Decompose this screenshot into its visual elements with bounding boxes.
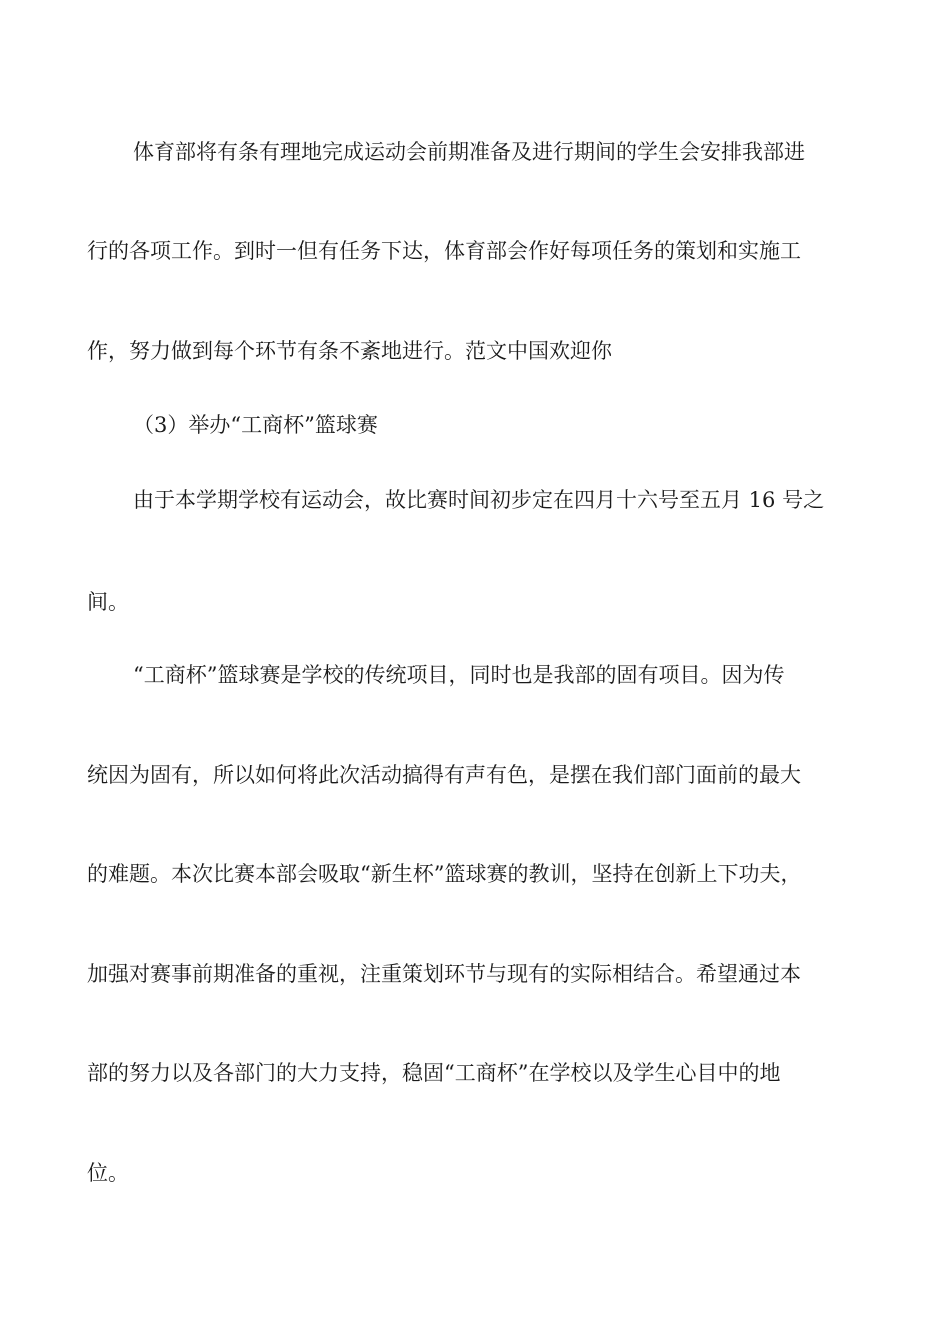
- paragraph-3-line-4: 加强对赛事前期准备的重视，注重策划环节与现有的实际相结合。希望通过本: [87, 962, 801, 986]
- paragraph-2-line-1: 由于本学期学校有运动会，故比赛时间初步定在四月十六号至五月 16 号之: [133, 488, 825, 512]
- paragraph-3-line-3: 的难题。本次比赛本部会吸取“新生杯”篮球赛的教训，坚持在创新上下功夫，: [87, 862, 802, 886]
- paragraph-3-line-1: “工商杯”篮球赛是学校的传统项目，同时也是我部的固有项目。因为传: [133, 663, 785, 687]
- section-heading-3: （3）举办“工商杯”篮球赛: [133, 413, 378, 437]
- paragraph-3-line-5: 部的努力以及各部门的大力支持，稳固“工商杯”在学校以及学生心目中的地: [87, 1061, 781, 1085]
- paragraph-1-line-3: 作，努力做到每个环节有条不紊地进行。范文中国欢迎你: [87, 339, 612, 363]
- paragraph-1-line-1: 体育部将有条有理地完成运动会前期准备及进行期间的学生会安排我部进: [133, 140, 805, 164]
- paragraph-3-line-6: 位。: [87, 1161, 129, 1185]
- paragraph-2-line-2: 间。: [87, 590, 129, 614]
- paragraph-3-line-2: 统因为固有，所以如何将此次活动搞得有声有色，是摆在我们部门面前的最大: [87, 763, 801, 787]
- paragraph-1-line-2: 行的各项工作。到时一但有任务下达，体育部会作好每项任务的策划和实施工: [87, 239, 801, 263]
